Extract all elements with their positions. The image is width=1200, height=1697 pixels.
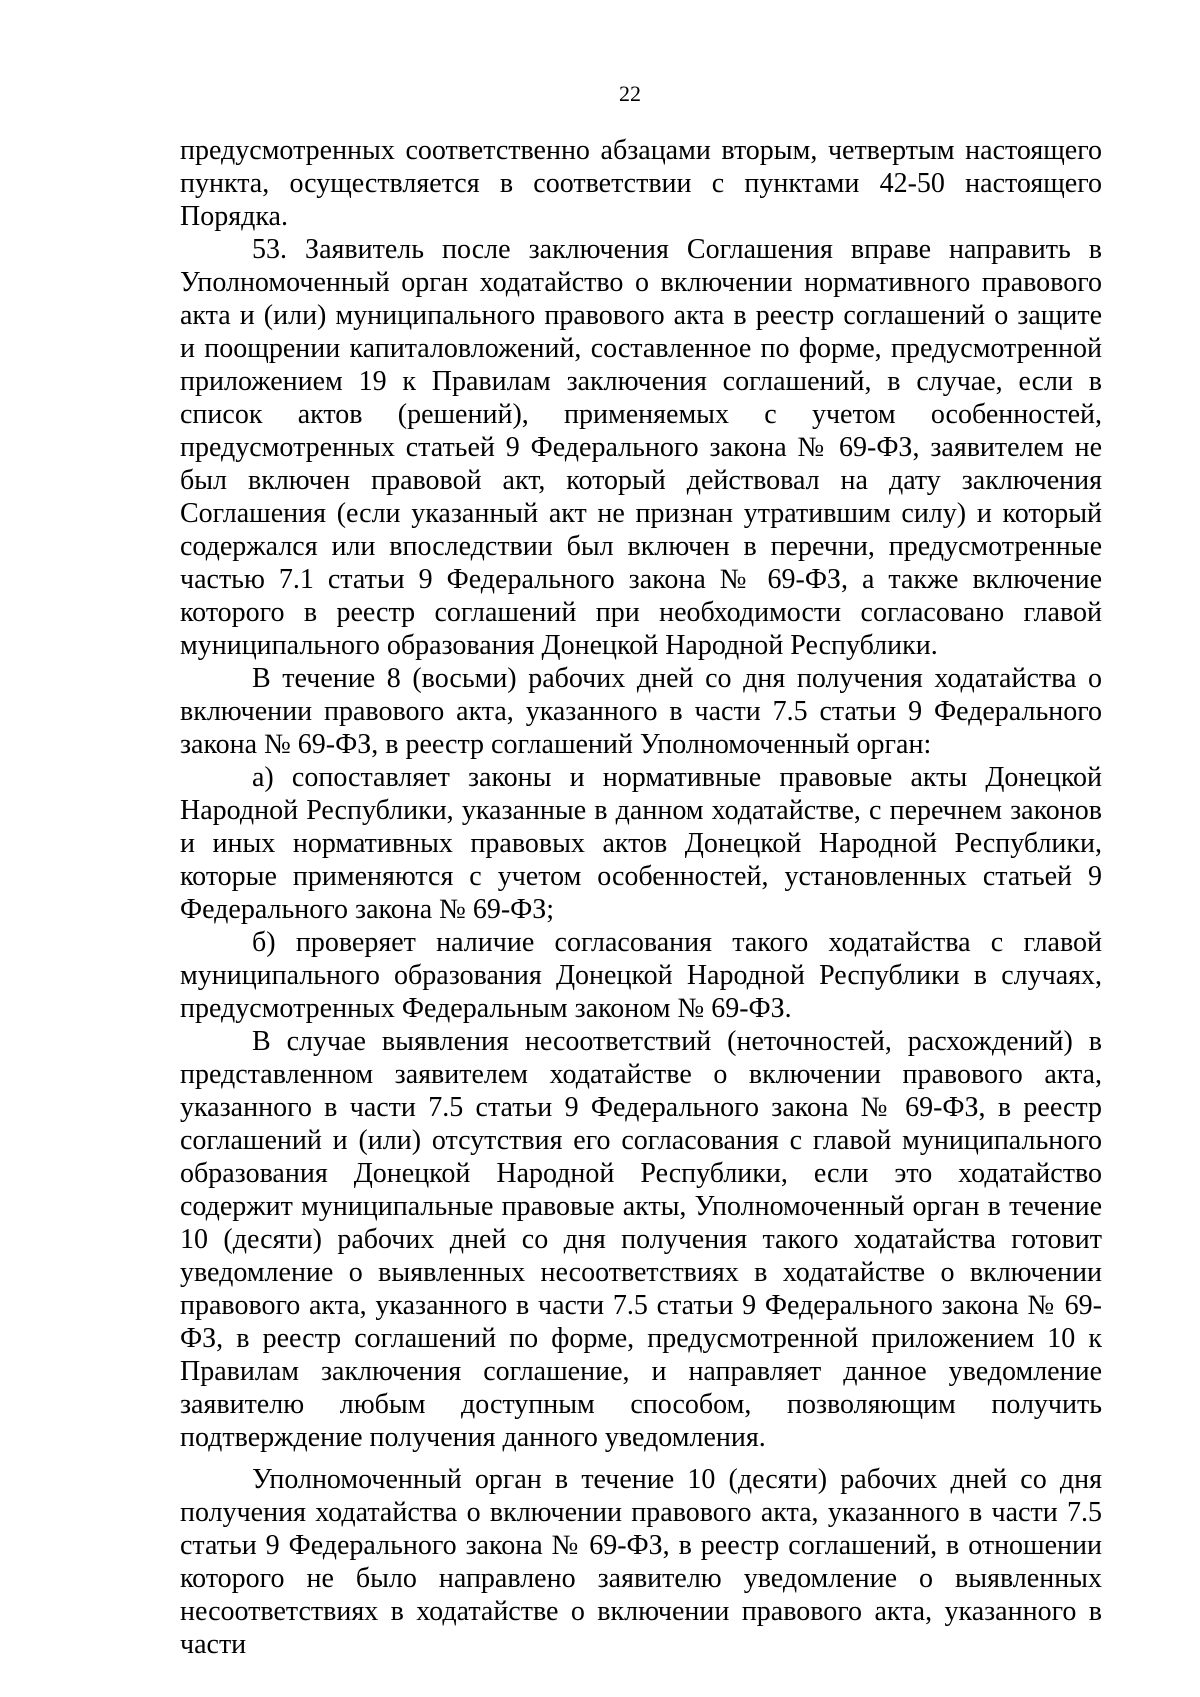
document-body xyxy=(180,134,1102,1661)
paragraph-item-53: 53. Заявитель после заключения Соглашения вправе направить в Уполномоченный орган ходатайство о включении нормативного правового акта и (или) муниципального правового акта в реестр соглашений о защите и поощрении капиталовложений, составленное по форме, предусмотренной приложением 19 к Правилам заключения соглашений, в случае, если в список актов (решений), применяемых с учетом особенностей, предусмотренных статьей 9 Федерального закона № 69-ФЗ, заявителем не был включен правовой акт, который действовал на дату заключения Соглашения (если указанный акт не признан утратившим силу) и который содержался или впоследствии был включен в перечни, предусмотренные частью 7.1 статьи 9 Федерального закона № 69-ФЗ, а также включение которого в реестр соглашений при необходимости согласовано главой муниципального образования Донецкой Народной Республики. xyxy=(180,234,1102,661)
paragraph-continuation: предусмотренных соответственно абзацами вторым, четвертым настоящего пункта, осуществляется в соответствии с пунктами 42-50 настоящего Порядка. xyxy=(180,135,1102,232)
paragraph-authority-decision: Уполномоченный орган в течение 10 (десяти) рабочих дней со дня получения ходатайства о включении правового акта, указанного в части 7.5 статьи 9 Федерального закона № 69-ФЗ, в реестр соглашений, в отношении которого не было направлено заявителю уведомление о выявленных несоответствиях в ходатайстве о включении правового акта, указанного в части xyxy=(180,1464,1102,1660)
paragraph-subitem-b: б) проверяет наличие согласования такого ходатайства с главой муниципального образования Донецкой Народной Республики в случаях, предусмотренных Федеральным законом № 69-ФЗ. xyxy=(180,927,1102,1024)
page-number: 22 xyxy=(619,81,641,106)
paragraph-subitem-a: а) сопоставляет законы и нормативные правовые акты Донецкой Народной Республики, указанные в данном ходатайстве, с перечнем законов и иных нормативных правовых актов Донецкой Народной Республики, которые применяются с учетом особенностей, установленных статьей 9 Федерального закона № 69-ФЗ; xyxy=(180,762,1102,925)
paragraph-discrepancies: В случае выявления несоответствий (неточностей, расхождений) в представленном заявителем ходатайстве о включении правового акта, указанного в части 7.5 статьи 9 Федерального закона № 69-ФЗ, в реестр соглашений и (или) отсутствия его согласования с главой муниципального образования Донецкой Народной Республики, если это ходатайство содержит муниципальные правовые акты, Уполномоченный орган в течение 10 (десяти) рабочих дней со дня получения такого ходатайства готовит уведомление о выявленных несоответствиях в ходатайстве о включении правового акта, указанного в части 7.5 статьи 9 Федерального закона № 69-ФЗ, в реестр соглашений по форме, предусмотренной приложением 10 к Правилам заключения соглашение, и направляет данное уведомление заявителю любым доступным способом, позволяющим получить подтверждение получения данного уведомления. xyxy=(180,1026,1102,1453)
paragraph-review-period: В течение 8 (восьми) рабочих дней со дня получения ходатайства о включении правового акта, указанного в части 7.5 статьи 9 Федерального закона № 69-ФЗ, в реестр соглашений Уполномоченный орган: xyxy=(180,663,1102,760)
